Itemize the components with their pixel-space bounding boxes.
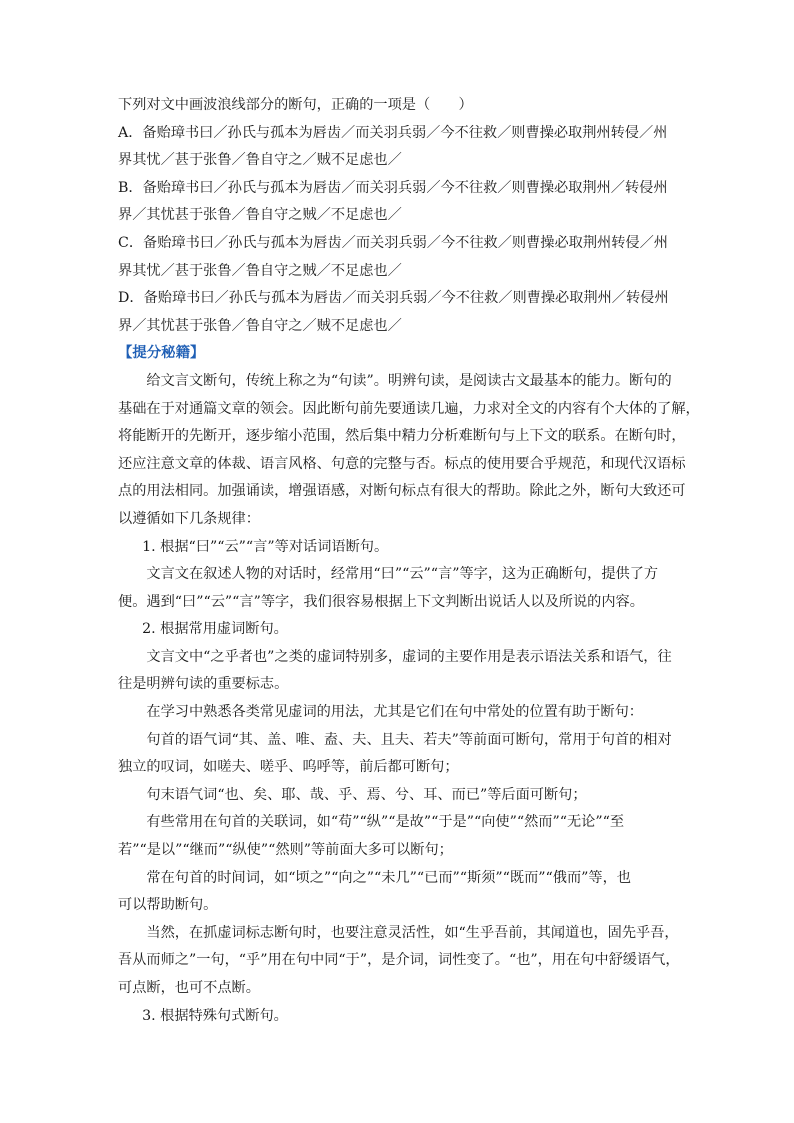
option-b (118, 175, 678, 230)
rule-2-p5-line-1: 有些常用在句首的关联词，如“苟”“纵”“是故”“于是”“向使”“然而”“无论”“至 (146, 814, 625, 831)
rule-2-p1-line-1: 文言文中“之乎者也”之类的虚词特别多，虚词的主要作用是表示语法关系和语气，往 (146, 648, 672, 665)
rule-2-p7-line-1: 当然，在抓虚词标志断句时，也要注意灵活性，如“生乎吾前，其闻道也，固先乎吾， (146, 924, 679, 941)
option-d-line-2: 界／其忧甚于张鲁／鲁自守之／贼不足虑也／ (118, 317, 402, 334)
intro-paragraph (118, 368, 700, 534)
intro-line-2: 基础在于对通篇文章的领会。因此断句前先要通读几遍，力求对全文的内容有个大体的了解， (118, 400, 700, 417)
intro-line-4: 还应注意文章的体裁、语言风格、句意的完整与否。标点的使用要合乎规范，和现代汉语标 (118, 455, 686, 472)
rule-1-line-2: 便。遇到“曰”“云”“言”等字，我们很容易根据上下文判断出说话人以及所说的内容。 (118, 593, 644, 610)
rule-2-heading: 2. 根据常用虚词断句。 (142, 621, 288, 638)
option-d (118, 285, 678, 340)
rule-2-p6-line-1: 常在句首的时间词，如“顷之”“向之”“未几”“已而”“斯须”“既而”“俄而”等，也 (146, 869, 631, 886)
intro-line-6: 以遵循如下几条规律： (118, 510, 260, 527)
document-page (118, 92, 700, 1030)
intro-line-5: 点的用法相同。加强诵读，增强语感，对断句标点有很大的帮助。除此之外，断句大致还可 (118, 483, 686, 500)
rule-2-p7-line-2: 吾从而师之”一句，“乎”用在句中同“于”，是介词，词性变了。“也”，用在句中舒缓语气， (118, 952, 680, 969)
option-c-line-1: C．备贻璋书曰／孙氏与孤本为唇齿／而关羽兵弱／今不往救／则曹操必取荆州转侵／州 (118, 234, 668, 251)
option-c (118, 230, 678, 285)
rule-1-heading: 1. 根据“曰”“云”“言”等对话词语断句。 (142, 538, 389, 555)
rule-2-p3-line-1: 句首的语气词“其、盖、唯、盍、夫、且夫、若夫”等前面可断句，常用于句首的相对 (146, 731, 672, 748)
option-d-line-1: D．备贻璋书曰／孙氏与孤本为唇齿／而关羽兵弱／今不往救／则曹操必取荆州／转侵州 (118, 290, 669, 307)
rule-2-p5-line-2: 若”“是以”“继而”“纵使”“然则”等前面大多可以断句； (118, 842, 453, 859)
rule-1-line-1: 文言文在叙述人物的对话时，经常用“曰”“云”“言”等字，这为正确断句，提供了方 (146, 566, 659, 583)
option-a-line-1: A．备贻璋书曰／孙氏与孤本为唇齿／而关羽兵弱／今不往救／则曹操必取荆州转侵／州 (118, 124, 668, 141)
option-c-line-2: 界其忧／甚于张鲁／鲁自守之贼／不足虑也／ (118, 262, 402, 279)
option-b-line-2: 界／其忧甚于张鲁／鲁自守之贼／不足虑也／ (118, 207, 402, 224)
rule-2-body (118, 644, 678, 1003)
rule-1-body (118, 561, 678, 616)
rule-2-p3-line-2: 独立的叹词，如嗟夫、嗟乎、呜呼等，前后都可断句； (118, 759, 459, 776)
intro-line-1: 给文言文断句，传统上称之为“句读”。明辨句读，是阅读古文最基本的能力。断句的 (146, 372, 672, 389)
section-title: 【提分秘籍】 (118, 345, 205, 362)
option-b-line-1: B．备贻璋书曰／孙氏与孤本为唇齿／而关羽兵弱／今不往救／则曹操必取荆州／转侵州 (118, 179, 668, 196)
question-stem: 下列对文中画波浪线部分的断句，正确的一项是（ ） (118, 97, 473, 113)
rule-2-p6-line-2: 可以帮助断句。 (118, 897, 218, 914)
rule-2-p7-line-3: 可点断，也可不点断。 (118, 980, 260, 996)
intro-line-3: 将能断开的先断开，逐步缩小范围，然后集中精力分析难断句与上下文的联系。在断句时， (118, 428, 686, 445)
rule-2-p4: 句末语气词“也、矣、耶、哉、乎、焉、兮、耳、而已”等后面可断句； (146, 786, 587, 803)
rule-2-p2: 在学习中熟悉各类常见虚词的用法，尤其是它们在句中常处的位置有助于断句： (146, 704, 643, 721)
rule-3-heading: 3. 根据特殊句式断句。 (142, 1007, 288, 1024)
option-a-line-2: 界其忧／甚于张鲁／鲁自守之／贼不足虑也／ (118, 152, 402, 169)
rule-2-p1-line-2: 往是明辨句读的重要标志。 (118, 676, 289, 693)
option-a (118, 120, 678, 175)
